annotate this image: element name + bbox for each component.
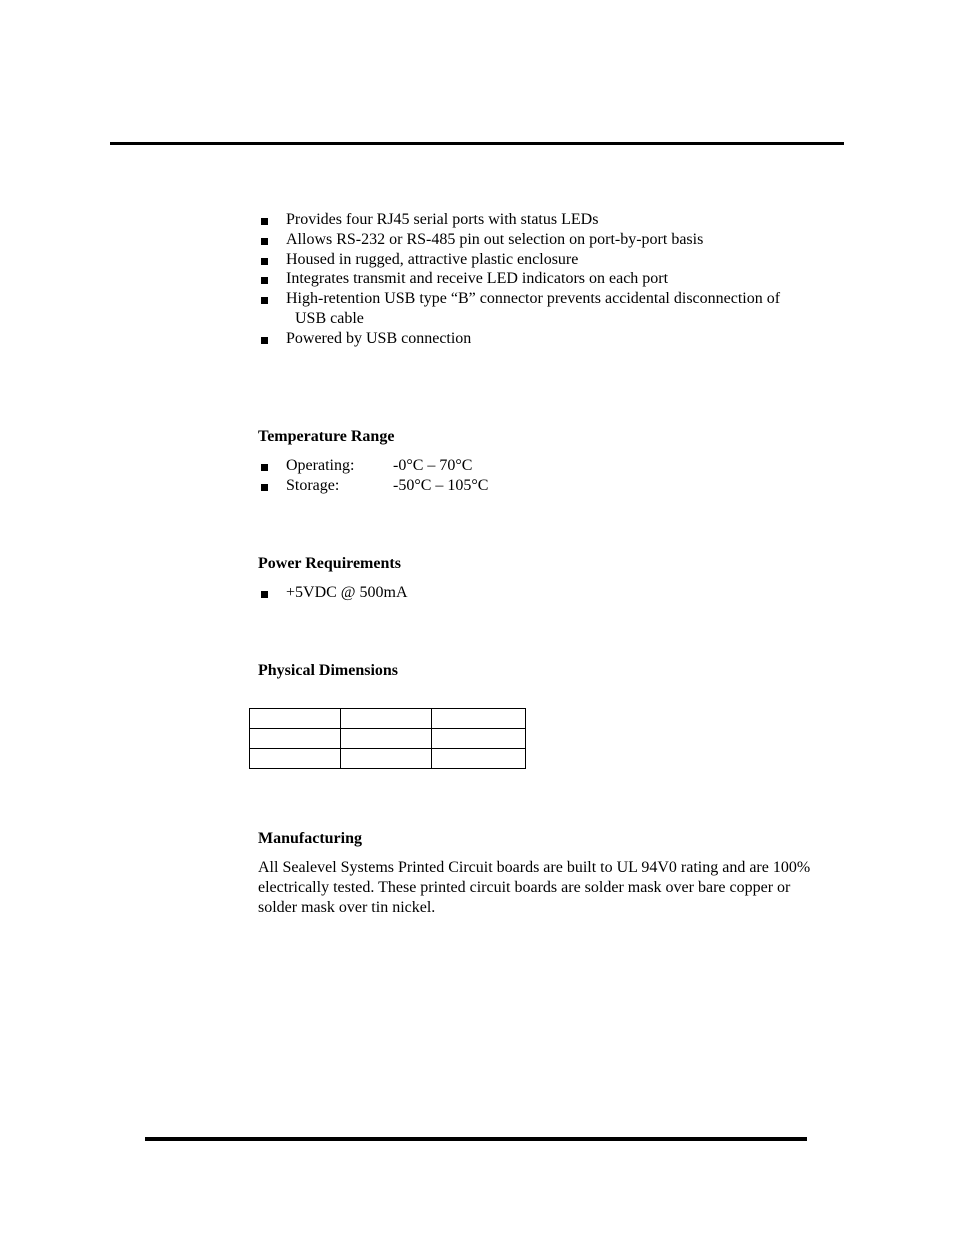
power-item [258, 583, 408, 603]
dimensions-table [249, 708, 526, 769]
table-cell [341, 729, 432, 749]
bullet-square-icon [261, 337, 268, 344]
bullet-square-icon [261, 277, 268, 284]
manufacturing-paragraph: All Sealevel Systems Printed Circuit boards are built to UL 94V0 rating and are 100% electrically tested. These printed circuit boards are solder mask over bare copper or solder mask over tin nickel. [258, 859, 811, 916]
feature-text: Integrates transmit and receive LED indicators on each port [286, 270, 669, 288]
footer-rule [145, 1137, 807, 1141]
bullet-square-icon [261, 464, 268, 471]
temperature-label: Storage: [286, 476, 340, 494]
temperature-heading: Temperature Range [258, 428, 395, 445]
bullet-square-icon [261, 238, 268, 245]
physical-dimensions-heading: Physical Dimensions [258, 662, 399, 679]
table-cell [250, 749, 341, 769]
table-cell [432, 709, 526, 729]
feature-item [258, 329, 828, 349]
table-cell [432, 749, 526, 769]
features-list [258, 210, 828, 349]
table-row [250, 729, 526, 749]
temperature-list [258, 456, 488, 496]
temperature-value: -0°C – 70°C [393, 457, 473, 474]
temperature-item [258, 456, 488, 476]
bullet-square-icon [261, 591, 268, 598]
table-cell [250, 709, 341, 729]
bullet-square-icon [261, 258, 268, 265]
feature-text: Provides four RJ45 serial ports with status LEDs [286, 211, 599, 228]
table-row [250, 749, 526, 769]
power-heading: Power Requirements [258, 555, 401, 572]
table-cell [341, 709, 432, 729]
manufacturing-heading: Manufacturing [258, 830, 362, 847]
header-rule [110, 142, 844, 145]
feature-item [258, 269, 828, 289]
power-text: +5VDC @ 500mA [286, 584, 408, 601]
feature-text: Powered by USB connection [286, 329, 472, 347]
bullet-square-icon [261, 484, 268, 491]
feature-text: High-retention USB type “B” connector prevents accidental disconnection of [286, 290, 781, 308]
temperature-item [258, 476, 488, 496]
temperature-label: Operating: [286, 457, 355, 474]
table-cell [432, 729, 526, 749]
power-list [258, 583, 408, 603]
table-cell [341, 749, 432, 769]
feature-item [258, 210, 828, 230]
bullet-square-icon [261, 218, 268, 225]
feature-text: Housed in rugged, attractive plastic enclosure [286, 250, 579, 268]
bullet-square-icon [261, 297, 268, 304]
temperature-value: -50°C – 105°C [393, 476, 489, 494]
feature-text: Allows RS-232 or RS-485 pin out selection on port-by-port basis [286, 230, 704, 248]
feature-text-continuation: USB cable [295, 309, 364, 327]
table-row [250, 709, 526, 729]
table-cell [250, 729, 341, 749]
feature-item [258, 289, 828, 329]
feature-item [258, 230, 828, 250]
feature-item [258, 250, 828, 270]
